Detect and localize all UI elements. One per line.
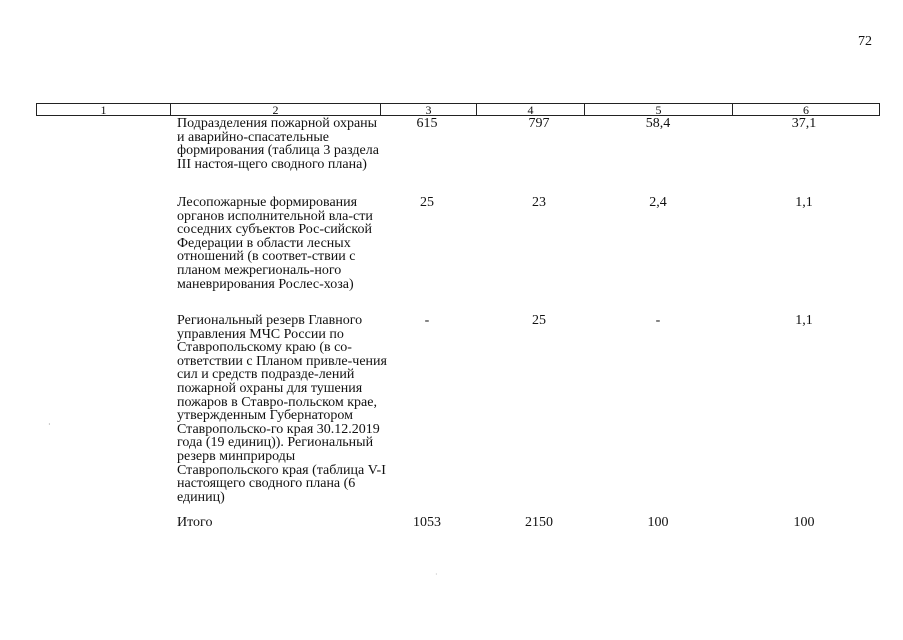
header-col-1: 1 — [37, 104, 171, 116]
row-value-col3: 25 — [420, 195, 434, 210]
column-number-header — [36, 103, 880, 116]
row-value-col5: 2,4 — [649, 195, 667, 210]
row-value-col6: 1,1 — [795, 313, 813, 328]
row-description: Региональный резерв Главного управления МЧС России по Ставропольскому краю (в со-ответствии с Планом привле-чения сил и средств подразде-лений пожарной охраны для тушения пожаров в Ставро-польском крае, утвержденным Губернатором Ставропольско-го края 30.12.2019 года (19 единиц)). Региональный резерв минприроды Ставропольского края (таблица V-I настоящего сводного плана (6 единиц) — [177, 313, 387, 505]
row-value-col4: 797 — [528, 116, 550, 131]
total-value-col5: 100 — [647, 515, 669, 530]
row-value-col4: 23 — [532, 195, 546, 210]
page-number: 72 — [858, 34, 872, 49]
header-col-2: 2 — [171, 104, 381, 116]
scan-speck: · — [48, 420, 51, 429]
row-value-col6: 37,1 — [791, 116, 817, 131]
row-value-col6: 1,1 — [795, 195, 813, 210]
header-col-3: 3 — [381, 104, 477, 116]
total-value-col6: 100 — [793, 515, 815, 530]
scan-speck: · — [435, 570, 438, 579]
total-label: Итого — [177, 515, 213, 530]
row-value-col4: 25 — [532, 313, 546, 328]
header-col-4: 4 — [477, 104, 585, 116]
row-value-col5: - — [655, 313, 661, 328]
row-value-col3: - — [424, 313, 430, 328]
total-value-col3: 1053 — [413, 515, 441, 530]
total-value-col4: 2150 — [525, 515, 553, 530]
row-value-col5: 58,4 — [645, 116, 671, 131]
header-col-5: 5 — [585, 104, 733, 116]
row-value-col3: 615 — [416, 116, 438, 131]
row-description: Лесопожарные формирования органов исполнительной вла-сти соседних субъектов Рос-сийской Федерации в области лесных отношений (в соответ-ствии с планом межрегиональ-ного маневрирования Рослес-хоза) — [177, 195, 373, 292]
row-description: Подразделения пожарной охраны и аварийно-спасательные формирования (таблица 3 раздела III настоя-щего сводного плана) — [177, 116, 379, 172]
header-col-6: 6 — [733, 104, 880, 116]
